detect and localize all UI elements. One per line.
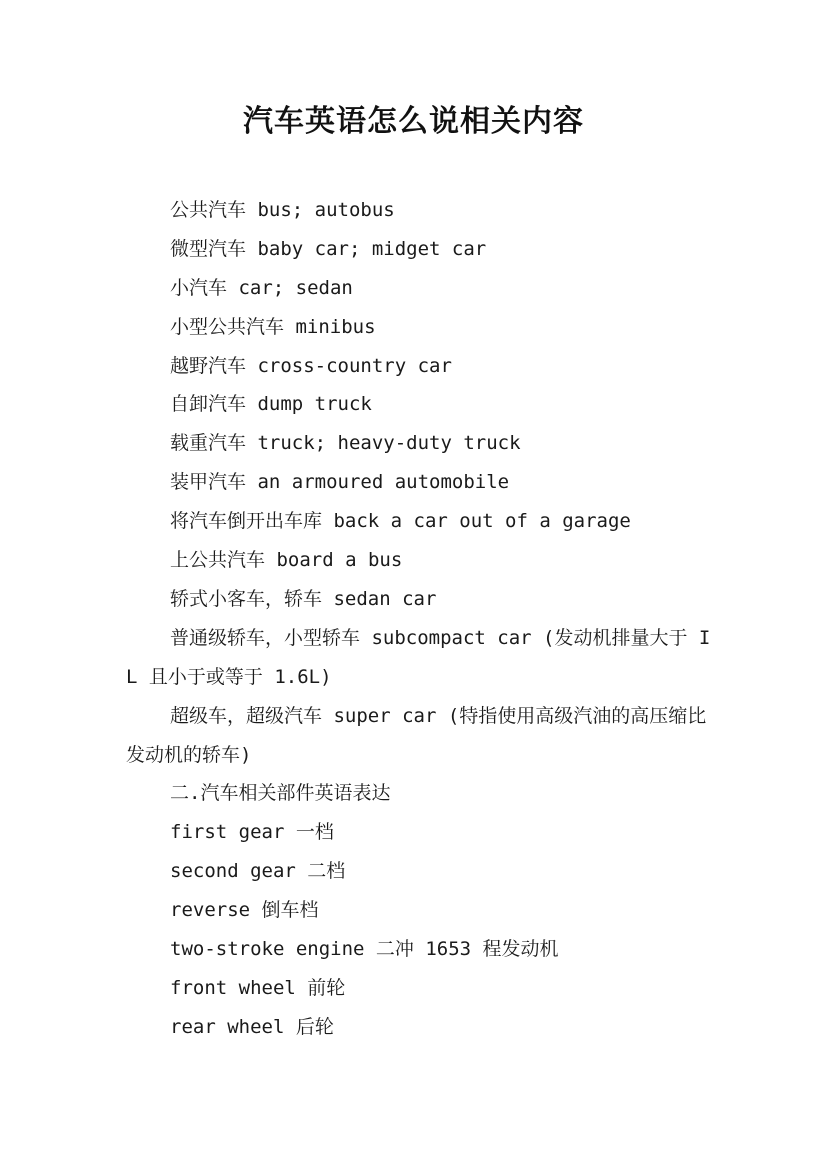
paragraph-line-1: 公共汽车 bus; autobus xyxy=(170,199,395,221)
paragraph-line-4: 小型公共汽车 minibus xyxy=(170,315,376,338)
paragraph-line-3: 小汽车 car; sedan xyxy=(170,276,353,299)
paragraph-line-11: 轿式小客车，轿车 sedan car xyxy=(170,587,437,610)
paragraph-line-19: front wheel 前轮 xyxy=(170,976,346,999)
paragraph-line-15: first gear 一档 xyxy=(170,821,334,844)
paragraph-line-20: rear wheel 后轮 xyxy=(170,1015,334,1038)
paragraph-line-10: 上公共汽车 board a bus xyxy=(170,549,403,572)
document-title: 汽车英语怎么说相关内容 xyxy=(243,104,584,139)
paragraph-line-7: 载重汽车 truck; heavy-duty truck xyxy=(170,432,521,455)
paragraph-line-18: two-stroke engine 二冲 1653 程发动机 xyxy=(170,937,559,960)
paragraph-line-12: 普通级轿车，小型轿车 subcompact car (发动机排量大于 IL 且小于或等于 1.6L) xyxy=(126,626,711,688)
paragraph-line-6: 自卸汽车 dump truck xyxy=(170,393,372,416)
paragraph-line-17: reverse 倒车档 xyxy=(170,899,319,922)
paragraph-line-8: 装甲汽车 an armoured automobile xyxy=(170,471,510,494)
paragraph-line-16: second gear 二档 xyxy=(170,860,346,883)
paragraph-line-5: 越野汽车 cross-country car xyxy=(170,354,452,377)
paragraph-line-13: 超级车，超级汽车 super car (特指使用高级汽油的高压缩比发动机的轿车) xyxy=(126,704,707,766)
paragraph-line-2: 微型汽车 baby car; midget car xyxy=(170,237,487,260)
document-body xyxy=(126,191,711,1047)
section-heading: 二.汽车相关部件英语表达 xyxy=(170,782,391,805)
paragraph-line-9: 将汽车倒开出车库 back a car out of a garage xyxy=(170,510,631,533)
